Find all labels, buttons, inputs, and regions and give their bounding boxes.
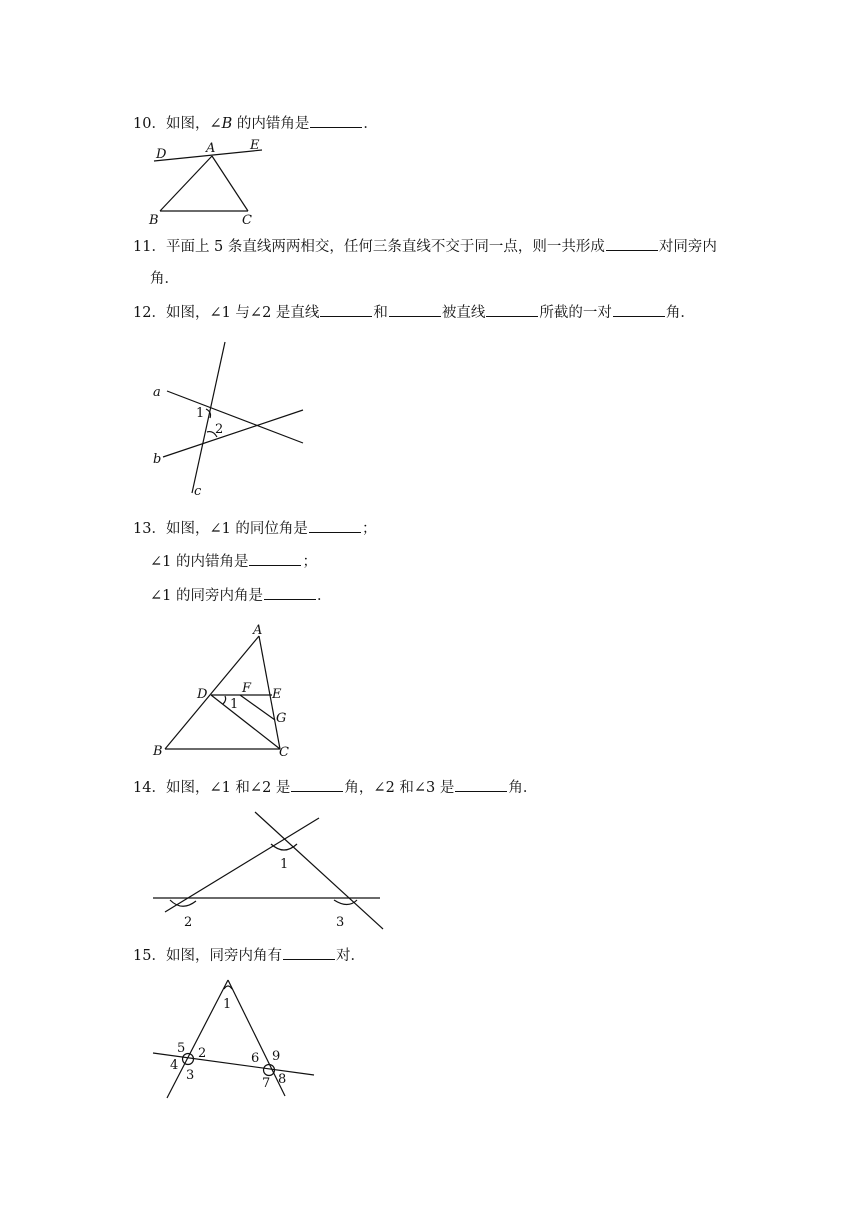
label-1: 1 (196, 406, 205, 421)
label-1: 1 (223, 997, 232, 1012)
label-2: 2 (215, 422, 224, 437)
answer-blank[interactable] (389, 302, 441, 317)
label-6: 6 (251, 1051, 260, 1066)
label-C: C (242, 213, 252, 228)
answer-blank[interactable] (320, 302, 372, 317)
label-F: F (242, 681, 252, 696)
question-number: 14． (133, 780, 166, 796)
question-number: 13． (133, 521, 166, 537)
label-E: E (250, 138, 260, 153)
question-12: 12．如图，∠1 与∠2 是直线 和 被直线 所截的一对 角． (133, 302, 695, 323)
answer-blank[interactable] (310, 113, 362, 128)
answer-blank[interactable] (291, 777, 343, 792)
label-a: a (153, 385, 161, 400)
answer-blank[interactable] (613, 302, 665, 317)
question-number: 15． (133, 948, 166, 964)
question-11: 11．平面上 5 条直线两两相交，任何三条直线不交于同一点，则一共形成 对同旁内 (133, 236, 717, 257)
question-number: 12． (133, 305, 166, 321)
label-c: c (194, 484, 202, 499)
label-A: A (206, 141, 216, 156)
answer-blank[interactable] (283, 945, 335, 960)
figure-14-lines (145, 808, 395, 938)
label-9: 9 (272, 1049, 281, 1064)
label-G: G (276, 711, 287, 726)
figure-10-triangle (140, 134, 280, 229)
label-7: 7 (262, 1076, 271, 1091)
label-1: 1 (230, 697, 239, 712)
label-D: D (156, 147, 167, 162)
question-15: 15．如图，同旁内角有 对． (133, 945, 365, 966)
question-11-continued: 角． (150, 271, 179, 287)
answer-blank[interactable] (249, 551, 301, 566)
label-E: E (272, 687, 282, 702)
answer-blank[interactable] (455, 777, 507, 792)
figure-12-lines (145, 338, 315, 500)
answer-blank[interactable] (264, 585, 316, 600)
question-number: 10． (133, 116, 166, 132)
label-B: B (153, 744, 163, 759)
label-1: 1 (280, 857, 289, 872)
question-number: 11． (133, 239, 166, 255)
label-5: 5 (177, 1041, 186, 1056)
label-C: C (279, 745, 289, 760)
figure-13-triangle (145, 620, 305, 760)
label-A: A (253, 623, 263, 638)
answer-blank[interactable] (309, 518, 361, 533)
question-13-line2: ∠1 的内错角是 ； (150, 551, 317, 572)
label-2: 2 (184, 915, 193, 930)
question-13-line3: ∠1 的同旁内角是 ． (150, 585, 331, 606)
question-13: 13．如图，∠1 的同位角是 ； (133, 518, 376, 539)
answer-blank[interactable] (486, 302, 538, 317)
question-10: 10．如图，∠B 的内错角是 ． (133, 113, 378, 134)
label-b: b (153, 452, 162, 467)
figure-15-lines (145, 978, 325, 1103)
answer-blank[interactable] (606, 236, 658, 251)
label-8: 8 (278, 1072, 287, 1087)
label-3: 3 (186, 1068, 195, 1083)
question-14: 14．如图，∠1 和∠2 是 角，∠2 和∠3 是 角． (133, 777, 537, 798)
label-4: 4 (170, 1058, 179, 1073)
label-B: B (149, 213, 159, 228)
label-2: 2 (198, 1046, 207, 1061)
label-3: 3 (336, 915, 345, 930)
label-D: D (197, 687, 208, 702)
